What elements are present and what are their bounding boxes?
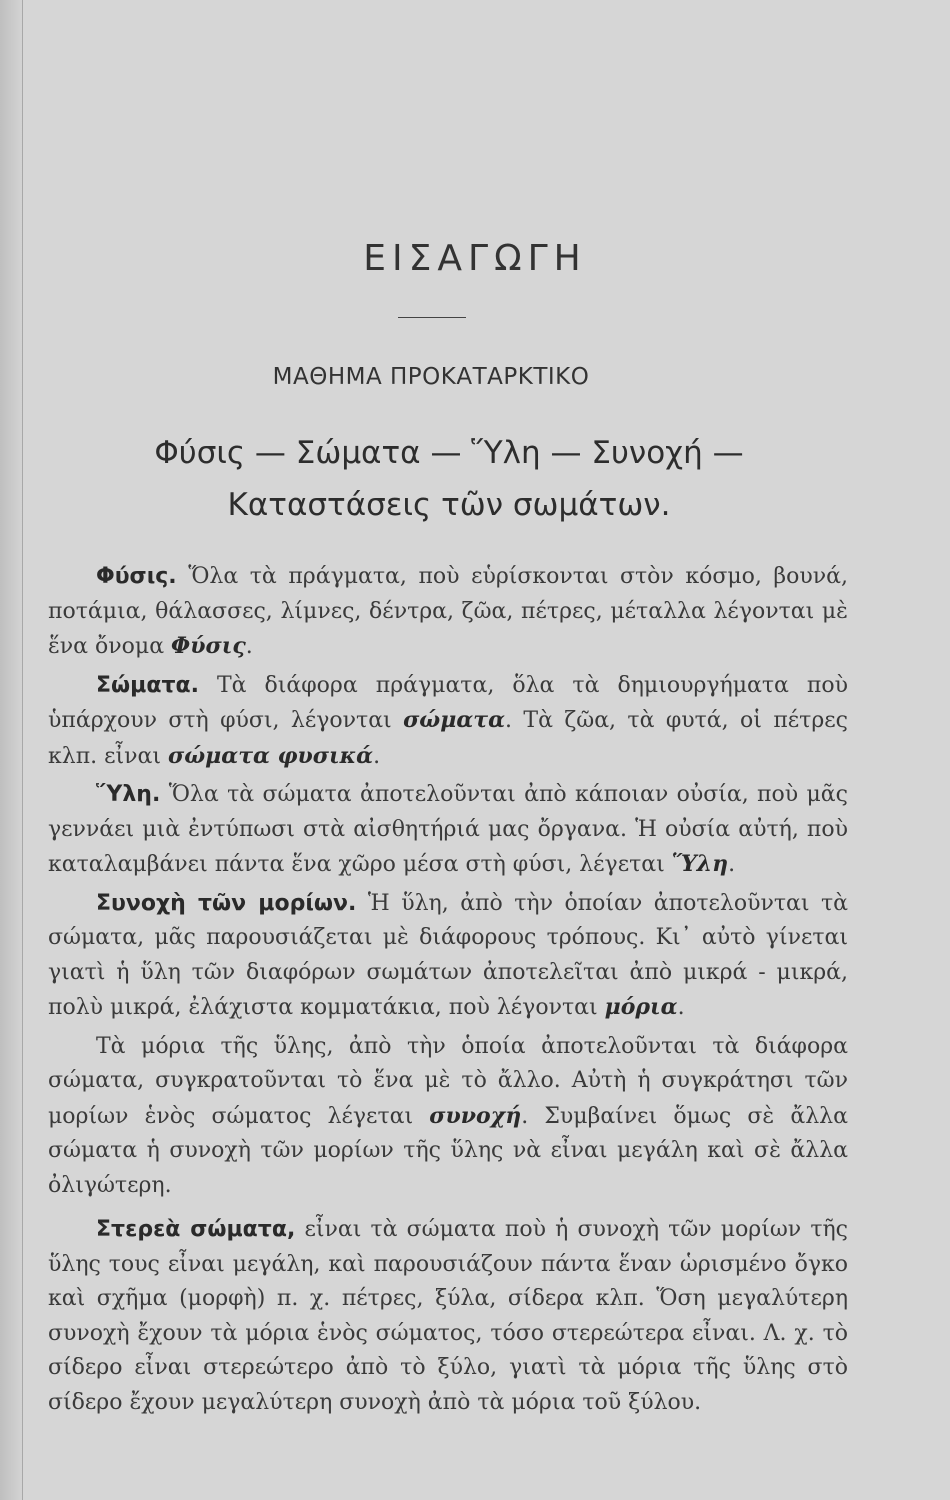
paragraph-text: Τὰ μόρια τῆς ὕλης, ἀπὸ τὴν ὁποία ἀποτελοῦνται τὰ διάφορα σώματα, συγκρατοῦνται τὸ ἕνα μὲ τὸ ἄλλο. Αὐτὴ ἡ συγκράτησι τῶν μορίων ἑνὸς σώματος λέγεται [48,1033,848,1129]
paragraph-text: Ὅλα τὰ σώματα ἀποτελοῦνται ἀπὸ κάποιαν οὐσία, ποὺ μᾶς γεννάει μιὰ ἐντύπωσι στὰ αἰσθητήριά μας ὄργανα. Ἡ οὐσία αὐτή, ποὺ καταλαμβάνει πάντα ἕνα χῶρο μέσα στὴ φύσι, λέγεται [48,782,848,877]
title-divider [398,317,466,318]
emphasis: μόρια [604,994,678,1020]
term-fysis: Φύσις. [96,564,177,589]
page-binding-edge [0,0,23,1500]
paragraph-end: . [677,995,685,1020]
paragraph-somata [48,669,848,775]
paragraph-fysis [48,560,848,665]
paragraph-text: εἶναι τὰ σώματα ποὺ ἡ συνοχὴ τῶν μορίων τῆς ὕλης τους εἶναι μεγάλη, καὶ παρουσιάζουν πάντα ἕναν ὡρισμένο ὄγκο καὶ σχῆμα (μορφὴ) π. χ. πέτρες, ξύλα, σίδερα κλπ. Ὅση μεγαλύτερη συνοχὴ ἔχουν τὰ μόρια ἑνὸς σώματος, τόσο στερεώτερα εἶναι. Λ. χ. τὸ σίδερο εἶναι στερεώτερο ἀπὸ τὸ ξύλο, γιατὶ τὰ μόρια τῆς ὕλης στὸ σίδερο ἔχουν μεγαλύτερη συνοχὴ ἀπὸ τὰ μόρια τοῦ ξύλου. [48,1217,849,1415]
section-subtitle-line-1: Φύσις — Σώματα — Ὕλη — Συνοχή — [154,435,744,471]
paragraph-text: Ἡ ὕλη, ἀπὸ τὴν ὁποίαν ἀποτελοῦνται τὰ σώματα, μᾶς παρουσιάζεται μὲ διάφορους τρόπους. Κι᾽ αὐτὸ γίνεται γιατὶ ἡ ὕλη τῶν διαφόρων σωμάτων ἀποτελεῖται ἀπὸ μικρά - μικρά, πολὺ μικρά, ἐλάχιστα κομματάκια, ποὺ λέγονται [48,890,848,1020]
term-somata: Σώματα. [96,672,199,698]
paragraph-synochi [48,887,848,1026]
paragraph-end: . [373,743,381,769]
paragraph-yli [48,778,848,883]
paragraph-moria [48,1030,848,1204]
paragraph-sterea [48,1213,848,1420]
body-text [48,560,848,1420]
emphasis: Ὕλη [671,851,729,877]
page-title: ΕΙΣΑΓΩΓΗ [363,238,587,279]
paragraph-end: . [728,852,736,877]
lesson-heading: ΜΑΘΗΜΑ ΠΡΟΚΑΤΑΡΚΤΙΚΟ [272,364,590,390]
term-yli: Ὕλη. [96,782,161,807]
emphasis: Φύσις [171,633,246,659]
term-sterea: Στερεὰ σώματα, [96,1217,296,1242]
paragraph-text: Τὰ διάφορα πράγματα, ὅλα τὰ δημιουργήματα ποὺ ὑπάρχουν στὴ φύσι, λέγονται [48,672,848,733]
emphasis: σώματα [403,707,506,733]
paragraph-text: . Συμβαίνει ὅμως σὲ ἄλλα σώματα ἡ συνοχὴ τῶν μορίων τῆς ὕλης νὰ εἶναι μεγάλη καὶ σὲ ἄλλα ὀλιγώτερη. [48,1103,848,1198]
emphasis: συνοχή [429,1102,522,1129]
paragraph-text: Ὅλα τὰ πράγματα, ποὺ εὑρίσκονται στὸν κόσμο, βουνά, ποτάμια, θάλασσες, λίμνες, δέντρα, ζῶα, πέτρες, μέταλλα λέγονται μὲ ἕνα ὄνομα [48,564,848,659]
emphasis: σώματα φυσικά [168,742,374,769]
paragraph-text: . Τὰ ζῶα, τὰ φυτά, οἱ πέτρες κλπ. εἶναι [48,708,848,769]
paragraph-end: . [245,634,253,659]
section-subtitle-line-2: Καταστάσεις τῶν σωμάτων. [227,487,671,523]
term-synochi: Συνοχὴ τῶν μορίων. [96,890,357,916]
